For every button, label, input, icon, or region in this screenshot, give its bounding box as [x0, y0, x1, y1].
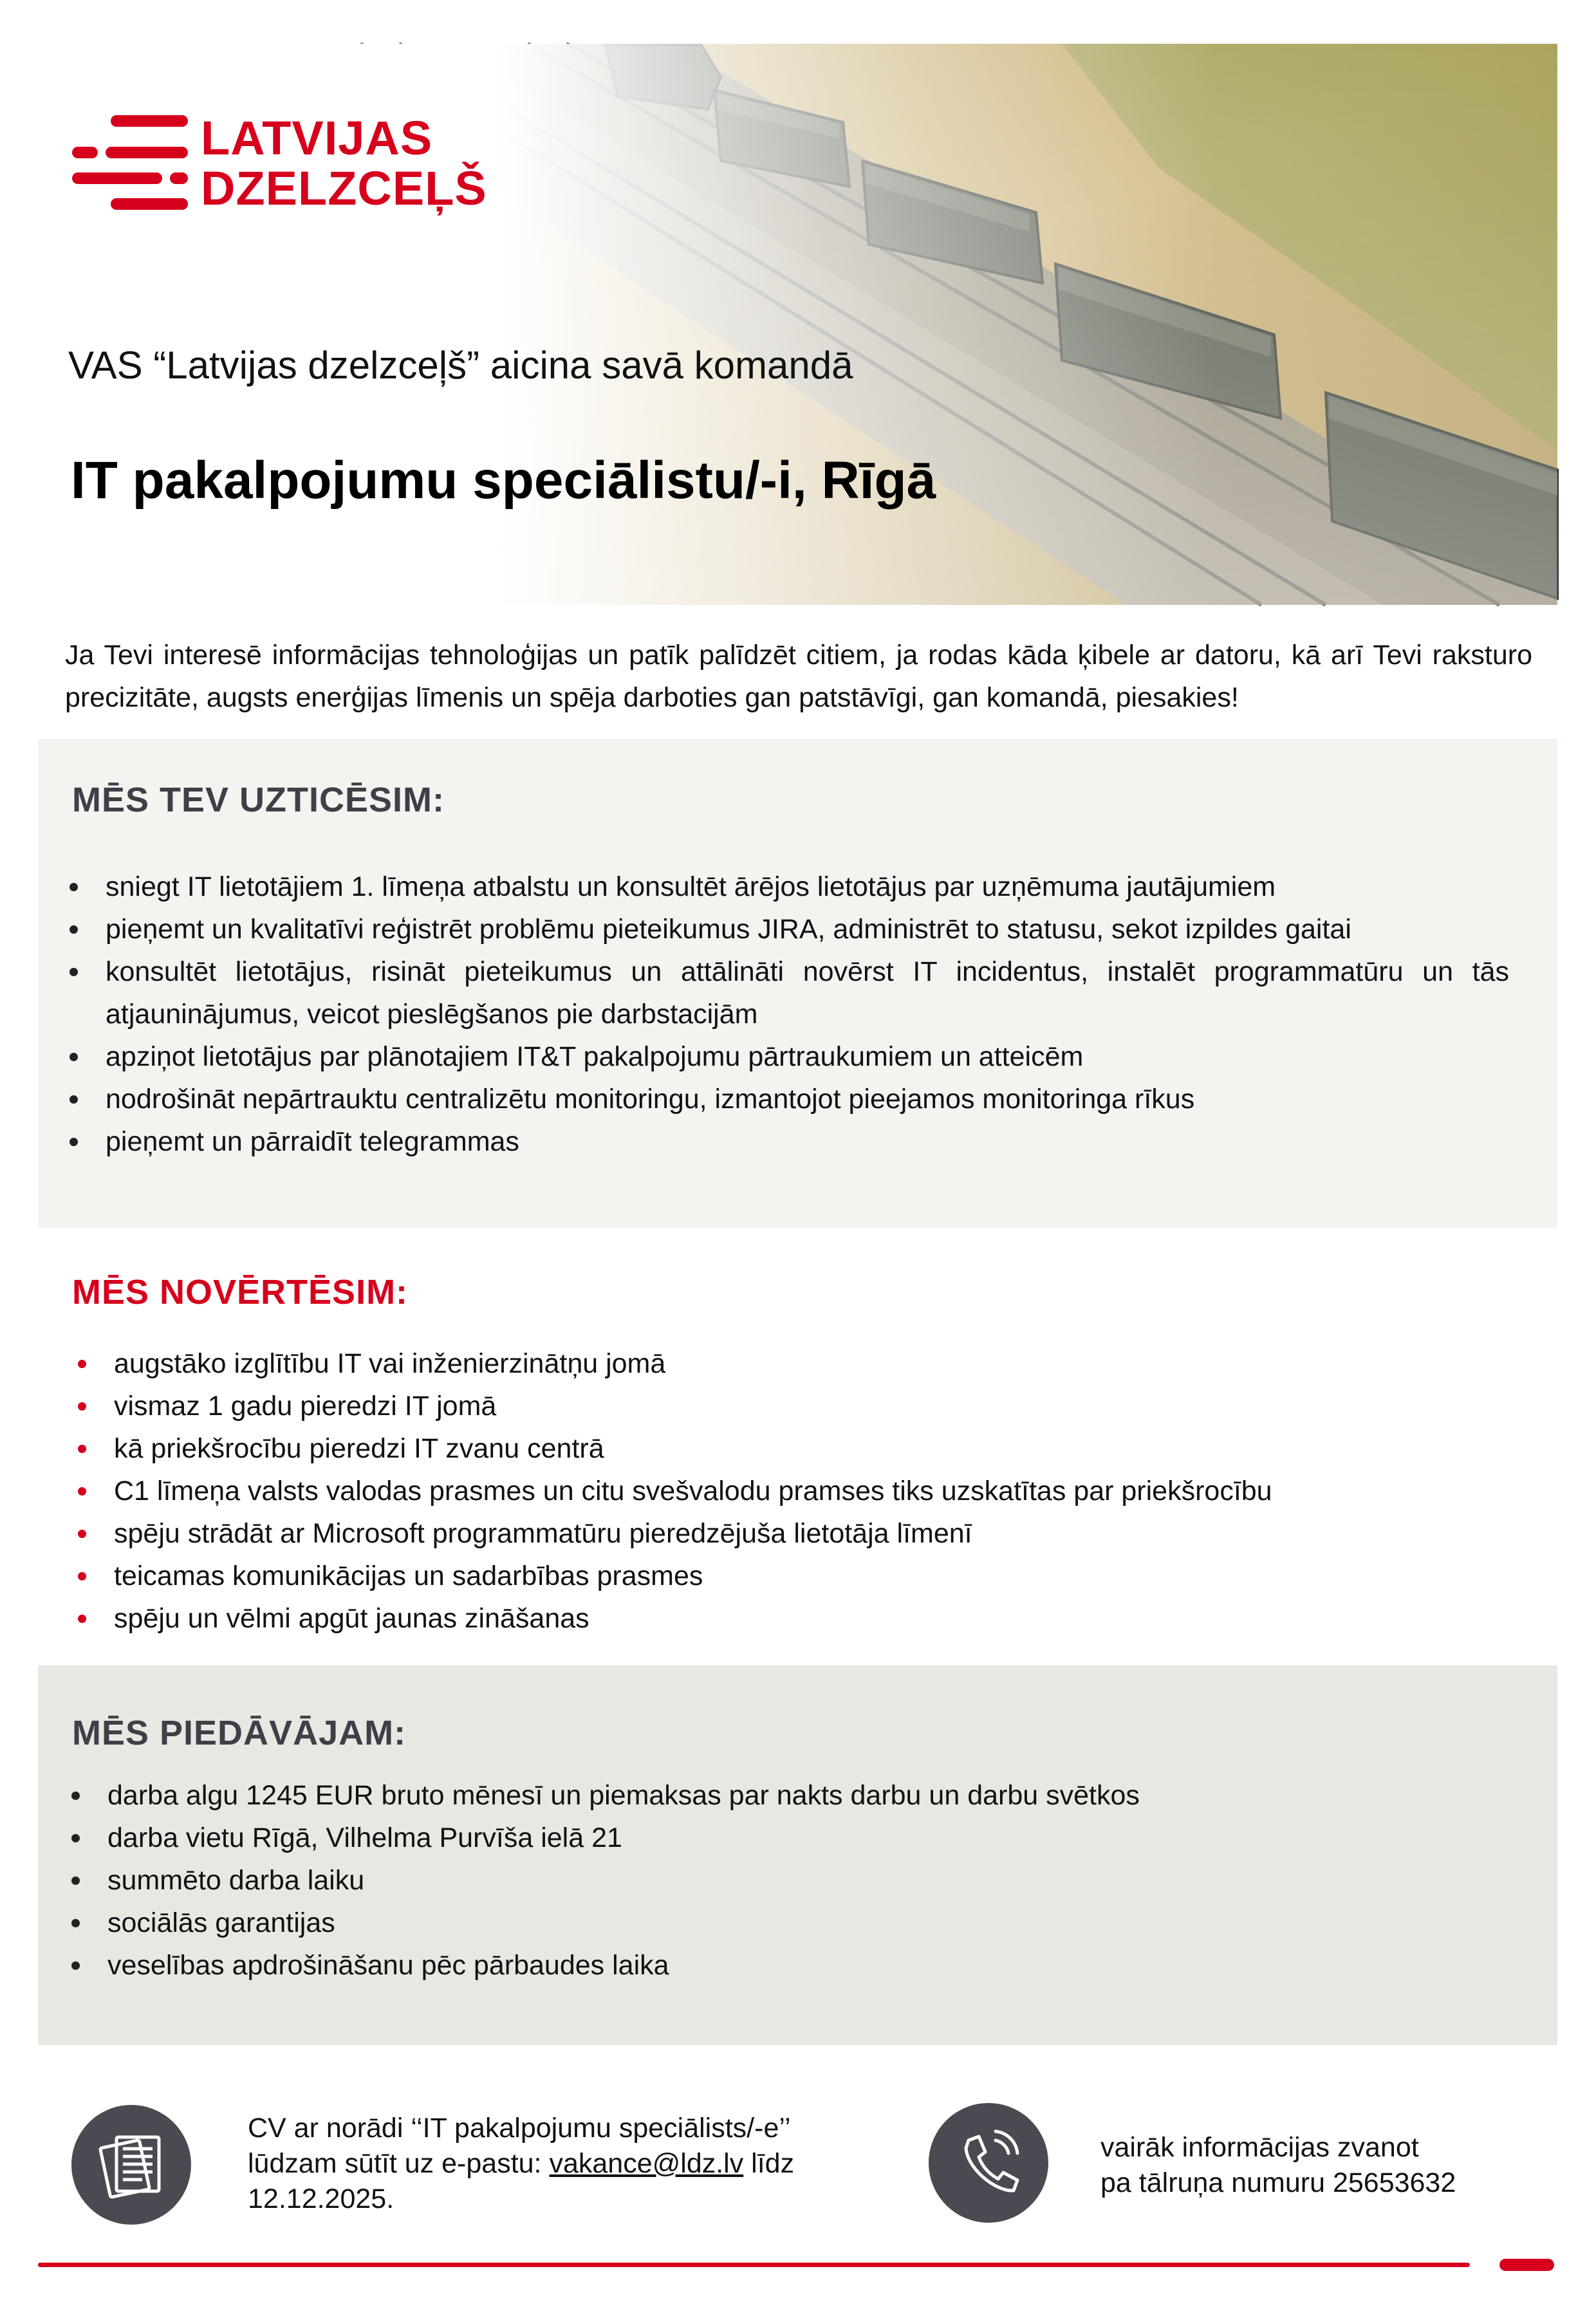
requirements-heading: MĒS NOVĒRTĒSIM:	[72, 1273, 409, 1311]
duties-list	[66, 866, 1509, 1163]
cv-line-2-suffix: līdz	[743, 2148, 795, 2179]
company-logo	[72, 111, 487, 216]
list-item: sniegt IT lietotājiem 1. līmeņa atbalstu un konsultēt ārējos lietotājus par uzņēmuma jautājumiem	[66, 866, 1509, 908]
logo-line-1: LATVIJAS	[201, 111, 433, 165]
logo-line-2: DZELZCEĻŠ	[201, 162, 487, 215]
cv-line-2-prefix: lūdzam sūtīt uz e-pastu:	[248, 2148, 550, 2179]
offer-heading: MĒS PIEDĀVĀJAM:	[72, 1714, 407, 1752]
footer-dash	[1499, 2259, 1554, 2271]
list-item: summēto darba laiku	[68, 1859, 1483, 1902]
list-item: spēju strādāt ar Microsoft programmatūru pieredzējuša lietotāja līmenī	[74, 1512, 1490, 1555]
offer-list	[68, 1774, 1483, 1987]
list-item: teicamas komunikācijas un sadarbības prasmes	[74, 1555, 1490, 1597]
phone-info	[1100, 2130, 1551, 2201]
duties-heading: MĒS TEV UZTICĒSIM:	[72, 781, 445, 819]
list-item: kā priekšrocību pieredzi IT zvanu centrā	[74, 1427, 1490, 1470]
list-item: veselības apdrošināšanu pēc pārbaudes laika	[68, 1944, 1483, 1987]
cv-line-2	[248, 2146, 827, 2182]
cv-line-1: CV ar norādi ‘‘IT pakalpojumu speciālists/-e’’	[248, 2113, 791, 2144]
invitation-subtitle: VAS “Latvijas dzelzceļš” aicina savā komandā	[68, 344, 853, 387]
phone-line-1: vairāk informācijas zvanot	[1100, 2132, 1419, 2163]
list-item: vismaz 1 gadu pieredzi IT jomā	[74, 1385, 1490, 1427]
logo-mark-icon	[72, 113, 201, 216]
list-item: augstāko izglītību IT vai inženierzinātņu jomā	[74, 1342, 1490, 1385]
documents-icon	[71, 2105, 191, 2225]
phone-line-2: pa tālruņa numuru 25653632	[1100, 2167, 1456, 2198]
footer-divider	[38, 2263, 1470, 2267]
requirements-list	[74, 1342, 1490, 1640]
logo-wordmark	[201, 113, 487, 214]
job-title: IT pakalpojumu speciālistu/-i, Rīgā	[71, 451, 936, 510]
train-photo	[0, 0, 1596, 611]
list-item: darba vietu Rīgā, Vilhelma Purvīša ielā 21	[68, 1817, 1483, 1859]
list-item: spēju un vēlmi apgūt jaunas zināšanas	[74, 1597, 1490, 1640]
intro-paragraph: Ja Tevi interesē informācijas tehnoloģijas un patīk palīdzēt citiem, ja rodas kāda ķibele ar datoru, kā arī Tevi raksturo precizitāte, augsts enerģijas līmenis un spēja darboties gan patstāvīgi, gan komandā, piesakies!	[65, 640, 1532, 713]
hero-banner	[0, 0, 1596, 611]
cv-instructions	[248, 2111, 827, 2217]
email-link[interactable]: vakance@ldz.lv	[549, 2148, 744, 2179]
phone-icon	[929, 2103, 1048, 2223]
list-item: nodrošināt nepārtrauktu centralizētu monitoringu, izmantojot pieejamos monitoringa rīkus	[66, 1078, 1509, 1120]
list-item: pieņemt un pārraidīt telegrammas	[66, 1120, 1509, 1163]
list-item: sociālās garantijas	[68, 1902, 1483, 1944]
list-item: konsultēt lietotājus, risināt pieteikumus un attālināti novērst IT incidentus, instalēt programmatūru un tās atjauninājumus, veicot pieslēgšanos pie darbstacijām	[66, 950, 1509, 1035]
list-item: darba algu 1245 EUR bruto mēnesī un piemaksas par nakts darbu un darbu svētkos	[68, 1774, 1483, 1817]
cv-deadline: 12.12.2025.	[248, 2183, 394, 2214]
list-item: apziņot lietotājus par plānotajiem IT&T pakalpojumu pārtraukumiem un atteicēm	[66, 1035, 1509, 1078]
list-item: pieņemt un kvalitatīvi reģistrēt problēmu pieteikumus JIRA, administrēt to statusu, sekot izpildes gaitai	[66, 908, 1509, 950]
list-item: C1 līmeņa valsts valodas prasmes un citu svešvalodu pramses tiks uzskatītas par priekšrocību	[74, 1470, 1490, 1512]
